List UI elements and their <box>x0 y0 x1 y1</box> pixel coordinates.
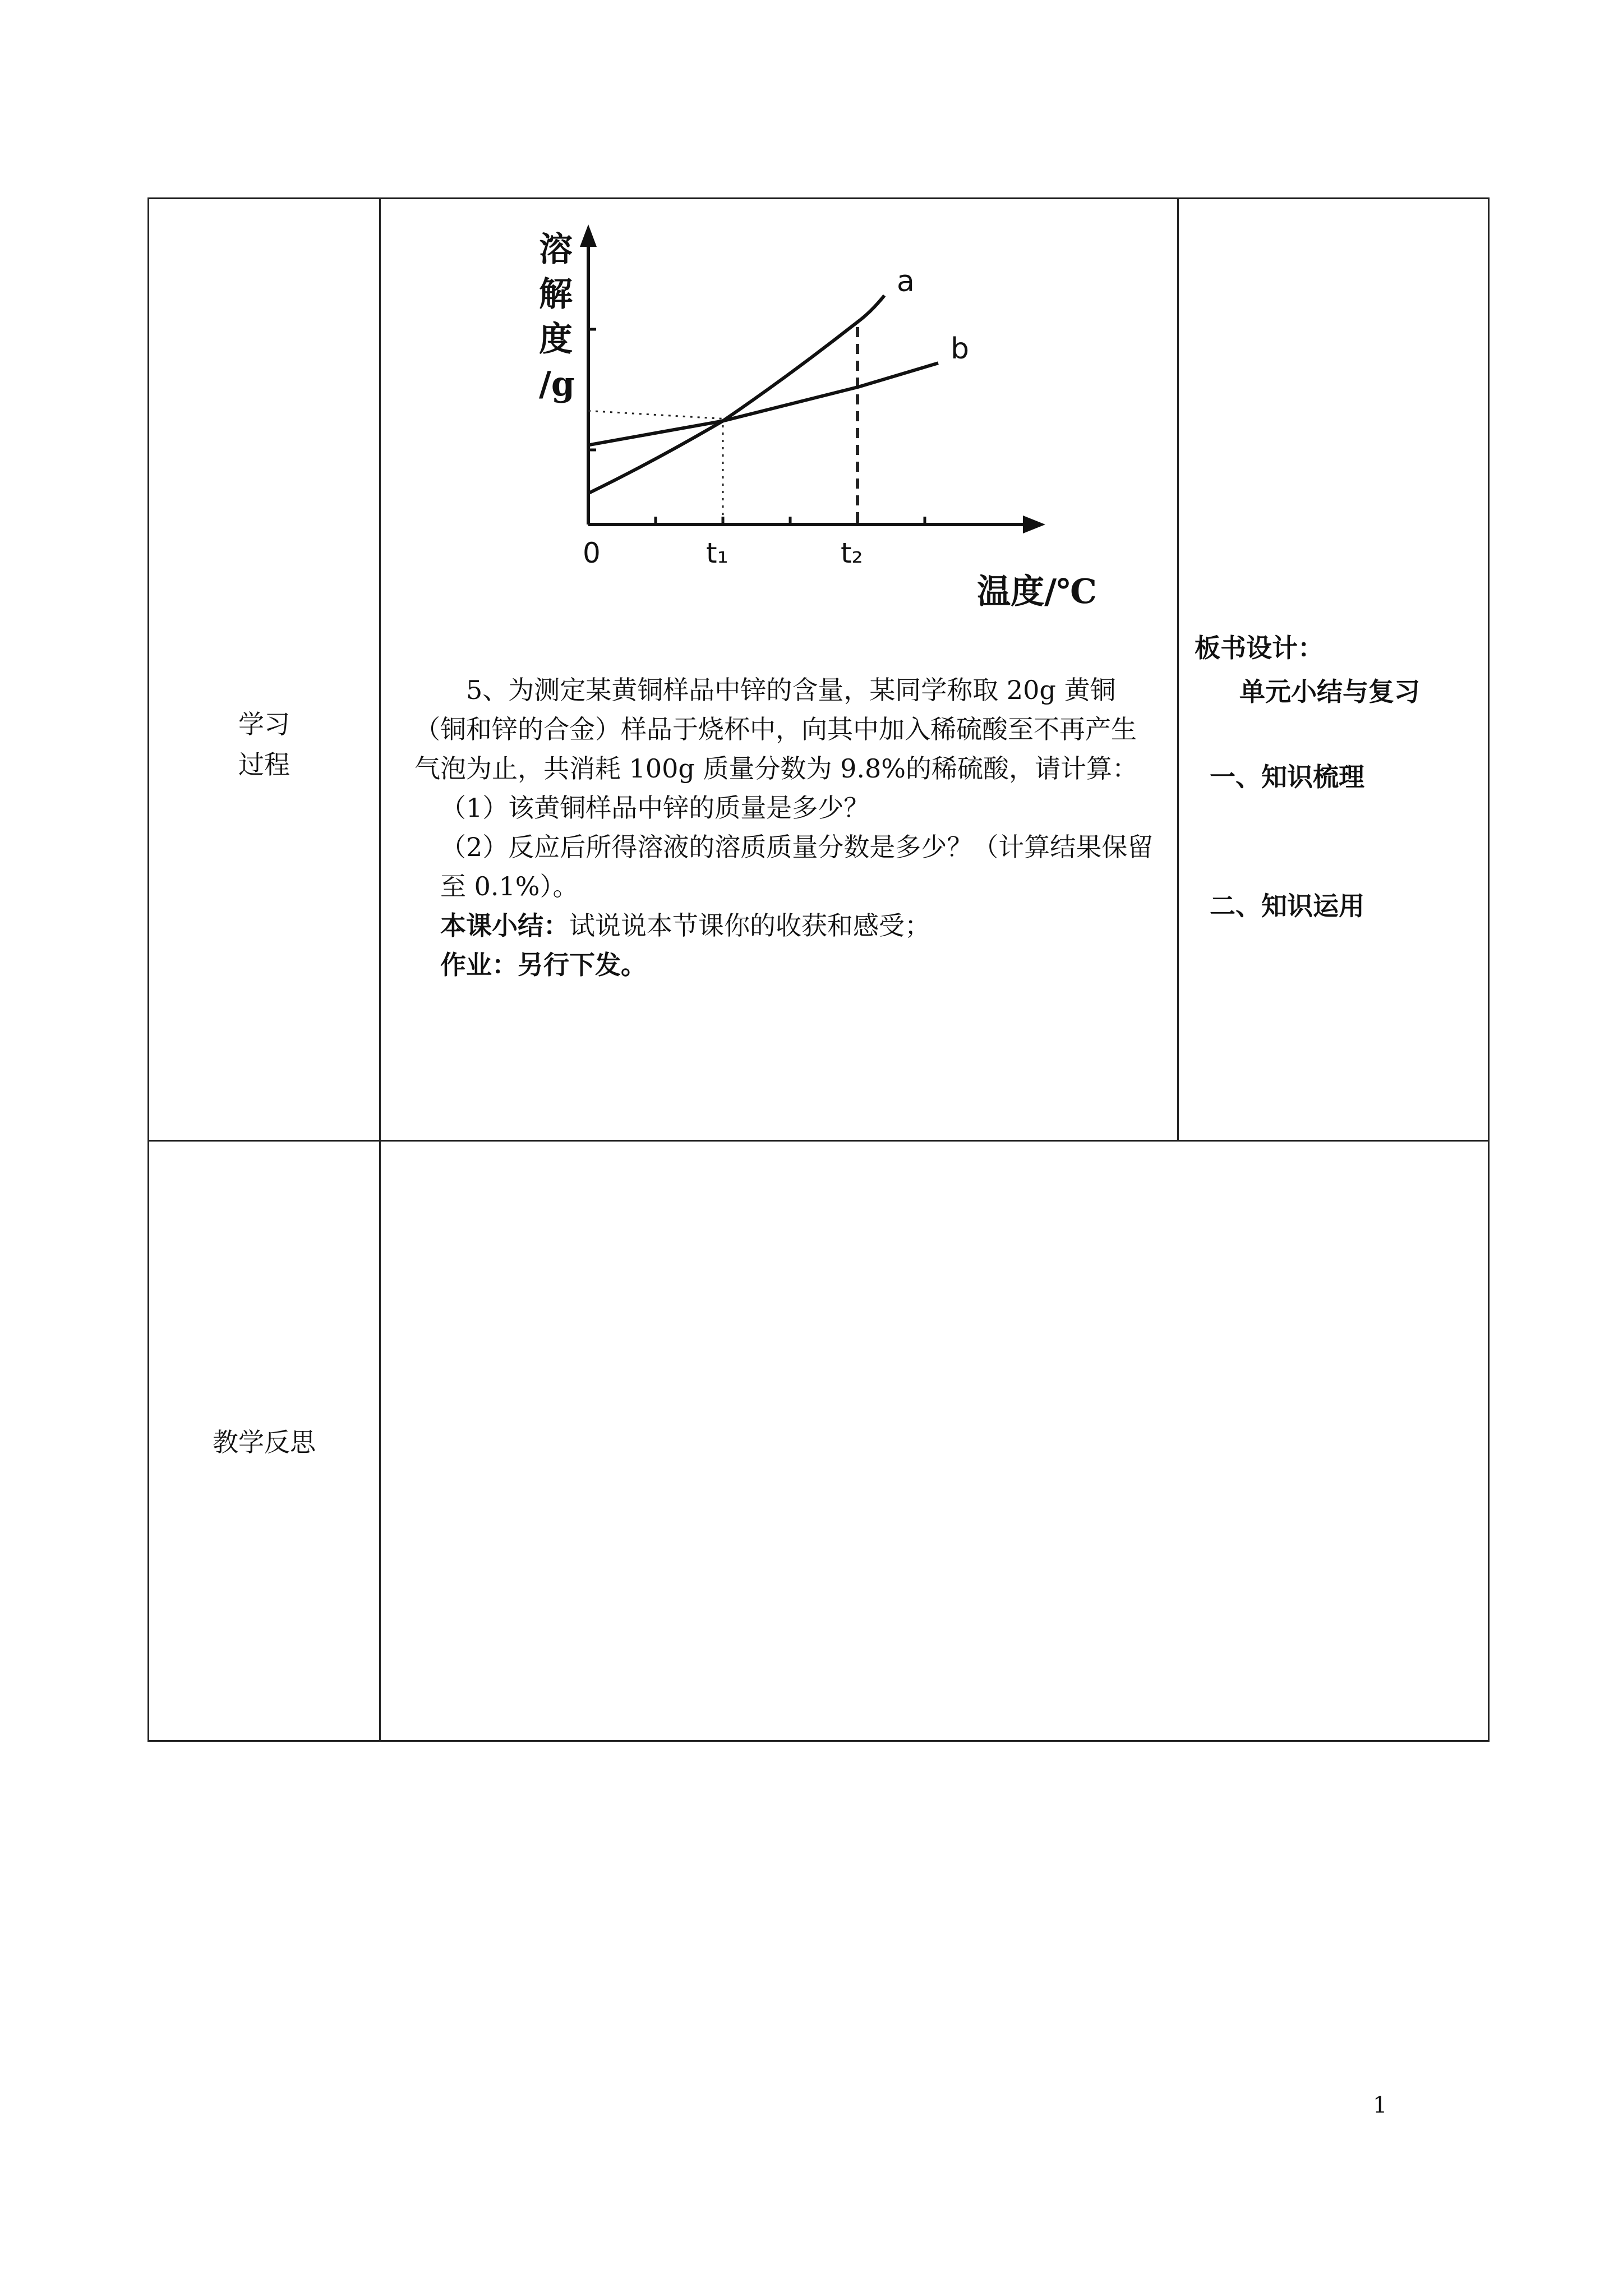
series-b-line <box>588 363 938 445</box>
homework: 作业：另行下发。 <box>440 950 647 980</box>
problem-5 <box>414 670 1160 984</box>
board-title: 板书设计： <box>1195 633 1324 663</box>
board-subtitle: 单元小结与复习 <box>1239 677 1420 707</box>
series-a-line <box>588 296 884 494</box>
x-axis-arrow <box>1023 516 1045 533</box>
lesson-summary <box>414 906 1160 945</box>
row-label-line1: 学习 <box>238 709 290 739</box>
x-tick-label: 0 <box>583 537 601 569</box>
guide-horizontal-dotted <box>588 411 723 418</box>
lesson-table <box>147 197 1490 1742</box>
x-axis-label: 温度/℃ <box>977 572 1097 611</box>
board-design-cell <box>1178 199 1489 1141</box>
reflection-label: 教学反思 <box>213 1427 316 1457</box>
board-item-2: 二、知识运用 <box>1210 891 1364 921</box>
summary-label: 本课小结： <box>440 910 569 941</box>
solubility-chart <box>381 199 1177 659</box>
x-tick-label: t₂ <box>841 537 863 569</box>
series-a-label: a <box>897 264 915 298</box>
series-b-label: b <box>951 332 970 366</box>
teaching-reflection-content <box>380 1141 1489 1741</box>
learning-process-content <box>380 199 1178 1141</box>
learning-process-row <box>149 199 1489 1141</box>
summary-text: 试说说本节课你的收获和感受； <box>569 910 930 941</box>
teaching-reflection-row <box>149 1141 1489 1741</box>
y-axis-label: /g <box>539 365 575 404</box>
problem-statement: 5、为测定某黄铜样品中锌的含量，某同学称取 20g 黄铜（铜和锌的合金）样品于烧杯中，向其中加入稀硫酸至不再产生气泡为止，共消耗 100g 质量分数为 9.8%的稀硫酸，请计算： <box>414 675 1138 784</box>
row-label-line2: 过程 <box>238 749 290 780</box>
teaching-reflection-label-cell <box>149 1141 380 1741</box>
page-number: 1 <box>1373 2092 1387 2118</box>
question-2: （2）反应后所得溶液的溶质质量分数是多少？（计算结果保留至 0.1%）。 <box>440 832 1154 901</box>
y-axis-label: 解 <box>539 275 573 314</box>
question-1: （1）该黄铜样品中锌的质量是多少？ <box>440 793 870 823</box>
y-axis-label: 度 <box>539 320 573 359</box>
y-axis-label: 溶 <box>539 230 573 269</box>
board-item-1: 一、知识梳理 <box>1210 762 1364 792</box>
y-axis-arrow <box>580 224 597 247</box>
learning-process-label-cell <box>149 199 380 1141</box>
x-tick-label: t₁ <box>706 537 728 569</box>
